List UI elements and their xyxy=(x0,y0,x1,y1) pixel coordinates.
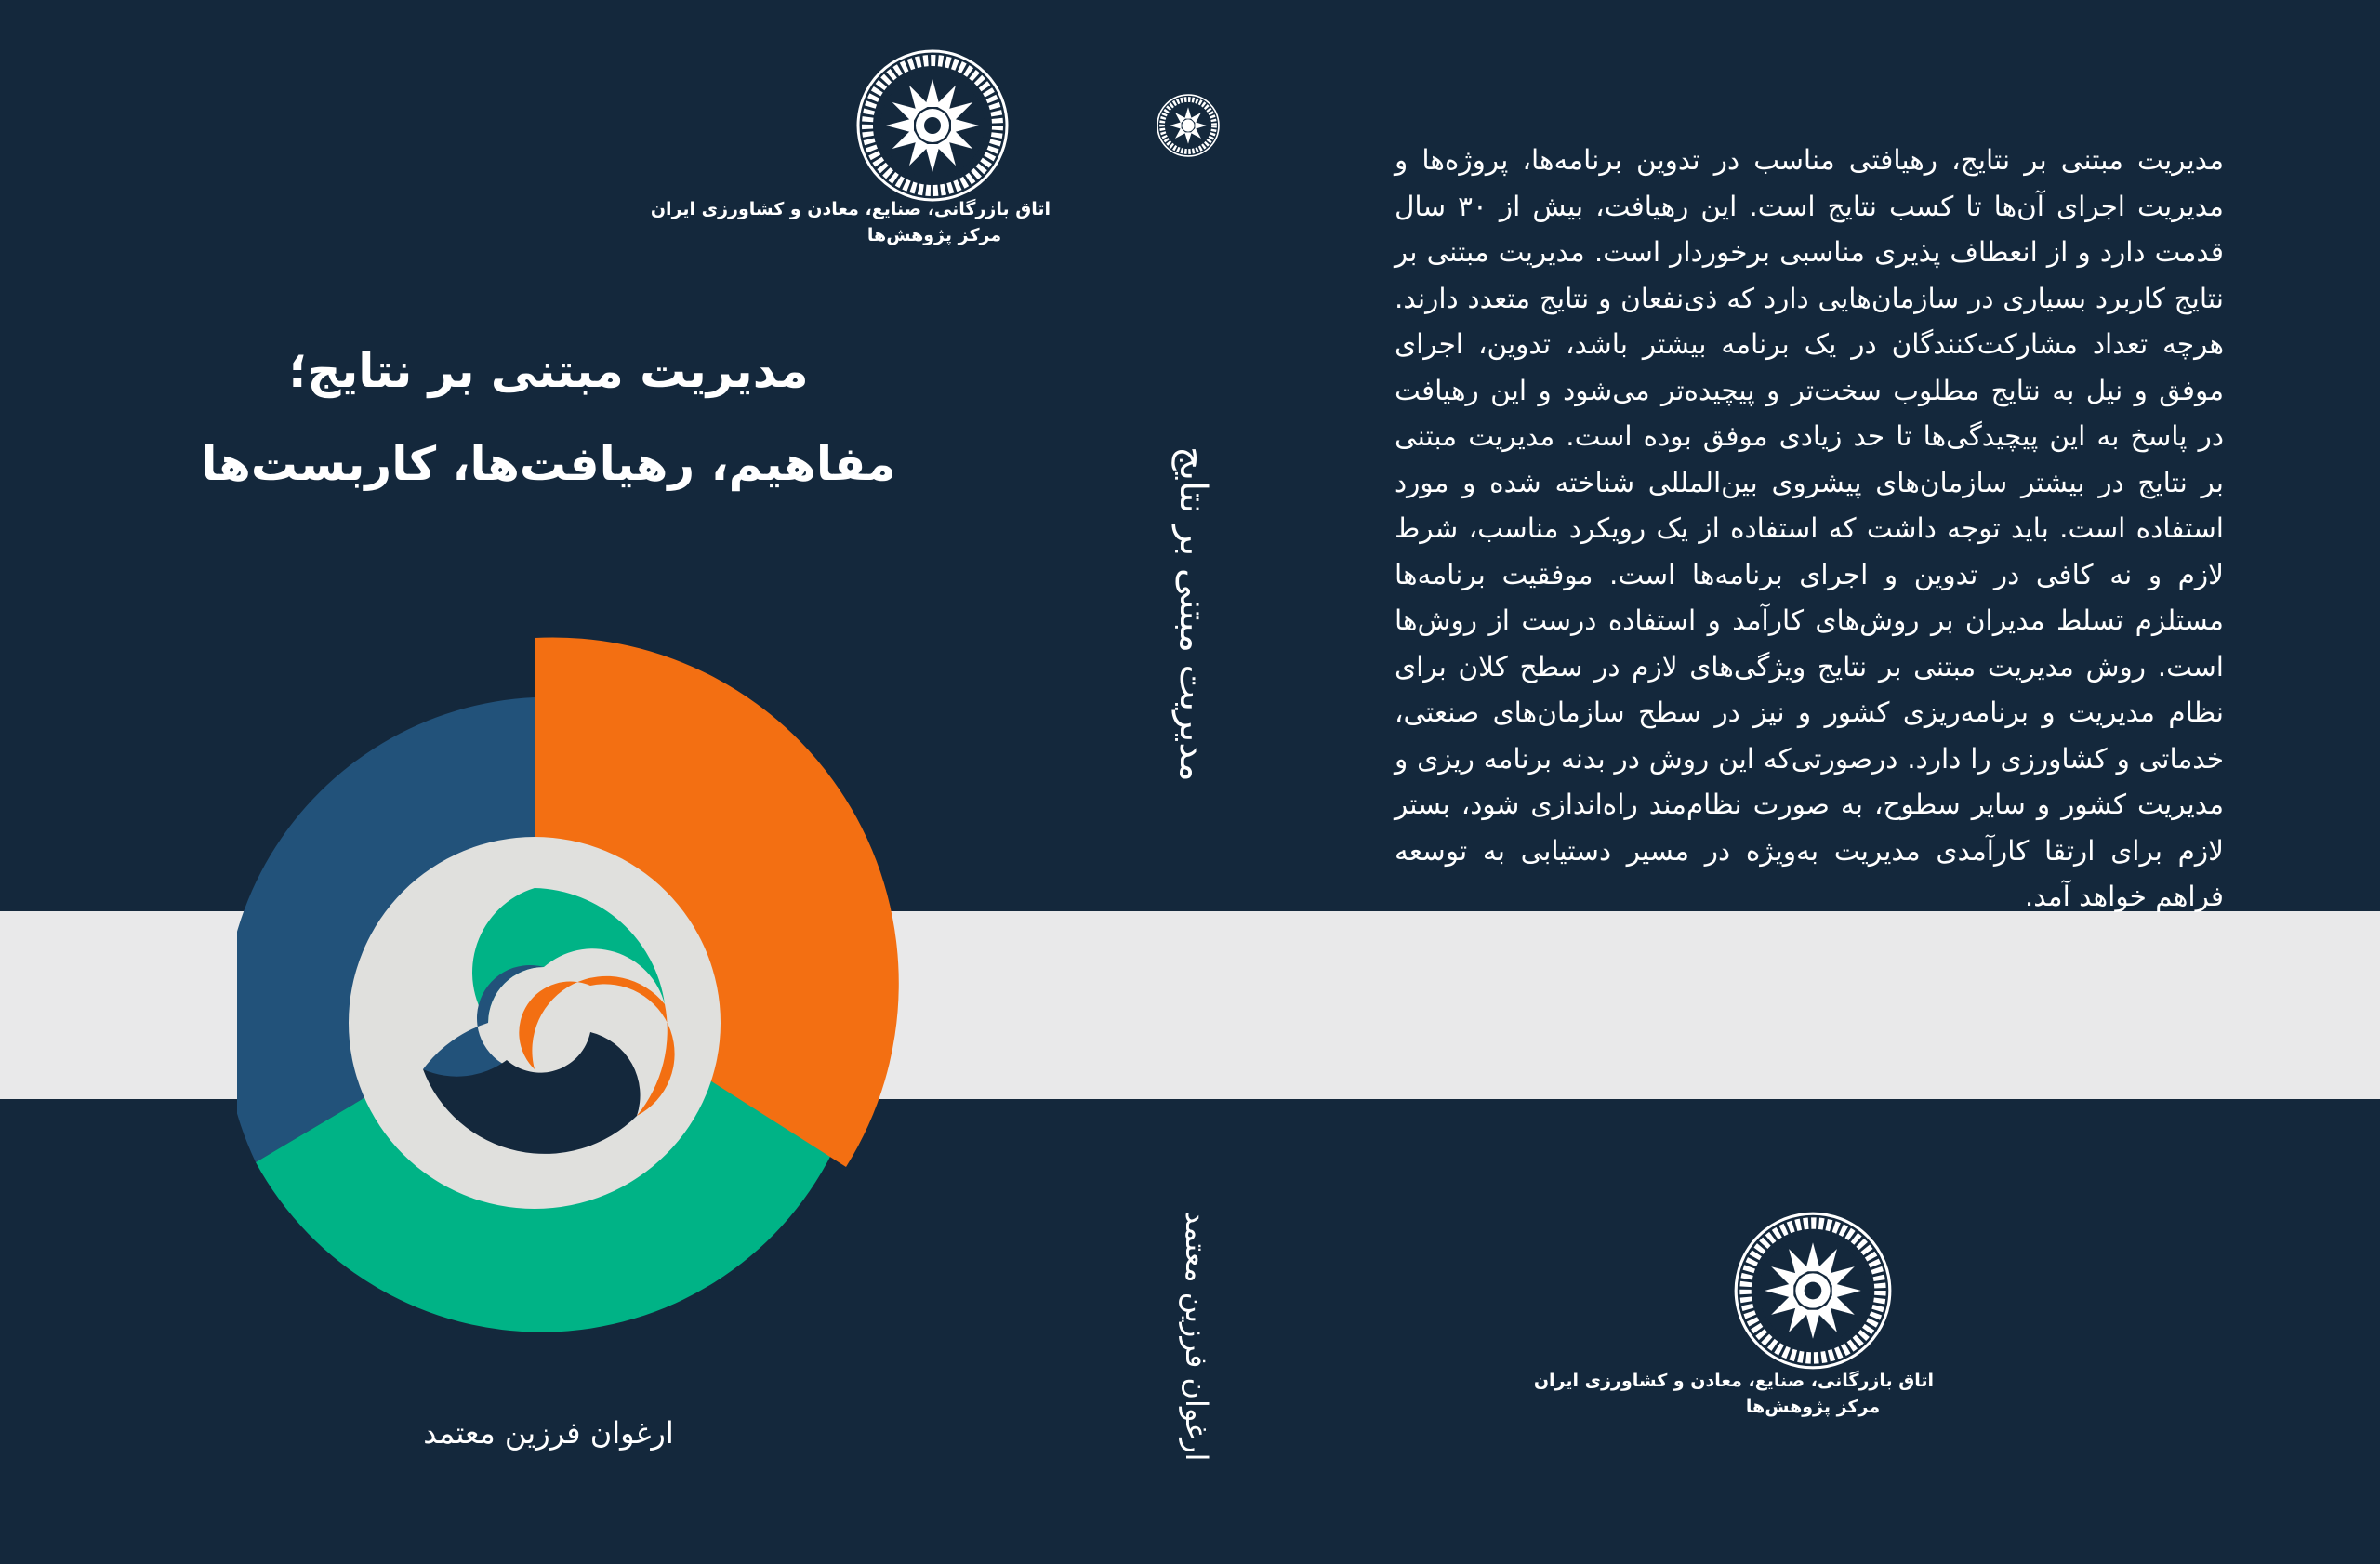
back-logo-caption-1: اتاق بازرگانی، صنایع، معادن و کشاورزی ایران xyxy=(1533,1371,1934,1391)
book-title-line-2: مفاهیم، رهیافت‌ها، کاربست‌ها xyxy=(201,437,896,491)
back-logo-caption-2: مرکز پژوهش‌ها xyxy=(1745,1397,1881,1417)
spine-title: مدیریت مبتنی بر نتایج xyxy=(1171,446,1214,782)
spine-author: ارغوان فرزین معتمد xyxy=(1179,1211,1214,1462)
spiral-artwork xyxy=(237,632,906,1339)
front-author: ارغوان فرزین معتمد xyxy=(423,1415,674,1451)
chamber-logo-icon xyxy=(1731,1209,1895,1372)
book-title-line-1: مدیریت مبتنی بر نتایج؛ xyxy=(288,344,809,398)
back-logo xyxy=(1731,1209,1895,1372)
front-logo-caption-2: مرکز پژوهش‌ها xyxy=(866,225,1002,245)
front-logo-caption-1: اتاق بازرگانی، صنایع، معادن و کشاورزی ایران xyxy=(650,199,1051,219)
back-cover-blurb: مدیریت مبتنی بر نتایج، رهیافتی مناسب در تدوین برنامه‌ها، پروژه‌ها و مدیریت اجرای آن‌ها تا کسب نتایج است. این رهیافت، بیش از ۳۰ سال قدمت دارد و از انعطاف پذیری مناسبی برخوردار است. مدیریت مبتنی بر نتایج کاربرد بسیاری در سازمان‌هایی دارد که ذی‌نفعان و نتایج متعدد دارند. هرچه تعداد مشارکت‌کنندگان در یک برنامه بیشتر باشد، تدوین، اجرای موفق و نیل به نتایج مطلوب سخت‌تر و پیچیده‌تر می‌شود و این رهیافت در پاسخ به این پیچیدگی‌ها تا حد زیادی موفق بوده است. مدیریت مبتنی بر نتایج در بیشتر سازمان‌های پیشروی بین‌المللی شناخته شده و مورد استفاده است. باید توجه داشت که استفاده از یک رویکرد مناسب، شرط لازم و نه کافی در تدوین و اجرای برنامه‌ها است. موفقیت برنامه‌ها مستلزم تسلط مدیران بر روش‌های کارآمد و استفاده درست از روش‌ها است. روش مدیریت مبتنی بر نتایج ویژگی‌های لازم در سطح کلان برای نظام مدیریت و برنامه‌ریزی کشور و نیز در سطح سازمان‌های صنعتی، خدماتی و کشاورزی را دارد. درصورتی‌که این روش در بدنه برنامه ریزی و مدیریت کشور و سایر سطوح، به صورت نظام‌مند راه‌اندازی شود، بستر لازم برای ارتقا کارآمدی مدیریت به‌ویژه در مسیر دستیابی به توسعه فراهم خواهد آمد. xyxy=(1395,144,2224,912)
spine-logo xyxy=(1156,93,1221,158)
front-logo xyxy=(853,46,1012,205)
chamber-logo-icon xyxy=(1156,93,1221,158)
chamber-logo-icon xyxy=(853,46,1012,205)
